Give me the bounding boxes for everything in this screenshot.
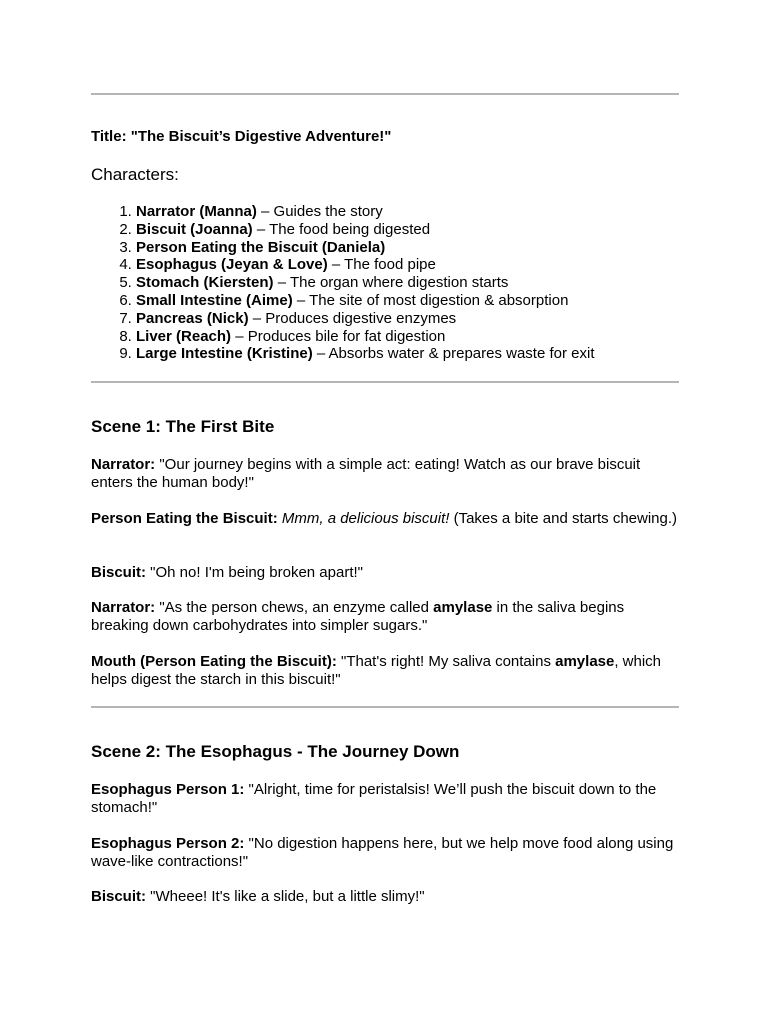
scene-2-heading: Scene 2: The Esophagus - The Journey Down (91, 742, 460, 761)
dialogue-text: "That's right! My saliva contains (336, 653, 556, 670)
list-item (136, 221, 696, 239)
emphasis: amylase (555, 653, 615, 670)
list-item (136, 328, 696, 346)
speaker: Esophagus Person 1: (91, 781, 245, 798)
dialogue-text: "Wheee! It's like a slide, but a little slimy!" (146, 888, 425, 905)
character-desc: – The site of most digestion & absorption (292, 291, 569, 309)
dialogue-line (91, 888, 679, 906)
speaker: Biscuit: (91, 888, 147, 905)
dialogue-line (91, 510, 679, 528)
divider (91, 381, 679, 383)
dialogue-text: "Alright, time for peristalsis! We’ll push the biscuit down to the stomach!" (91, 781, 657, 816)
character-desc: – Guides the story (256, 203, 383, 220)
speaker: Narrator: (91, 456, 156, 473)
characters-list (91, 203, 696, 363)
title-text: "The Biscuit’s Digestive Adventure!" (130, 128, 392, 145)
characters-heading: Characters: (91, 165, 179, 184)
script-title (91, 128, 679, 145)
dialogue-line (91, 564, 679, 582)
speaker: Mouth (Person Eating the Biscuit): (91, 653, 337, 670)
list-item (136, 345, 696, 363)
speaker: Biscuit: (91, 564, 147, 581)
character-desc: – The organ where digestion starts (273, 274, 509, 292)
character-name: Small Intestine (Aime) (136, 291, 293, 309)
list-item (136, 292, 696, 310)
character-desc: – The food pipe (327, 256, 436, 274)
character-name: Pancreas (Nick) (136, 309, 249, 327)
scene-1-heading: Scene 1: The First Bite (91, 417, 275, 436)
speaker: Narrator: (91, 599, 156, 616)
dialogue-text: "As the person chews, an enzyme called (155, 599, 434, 616)
character-name: Biscuit (Joanna) (136, 220, 253, 238)
character-desc: – Produces digestive enzymes (248, 309, 457, 327)
dialogue-line (91, 456, 679, 492)
title-label: Title: (91, 128, 127, 145)
character-name: Liver (Reach) (136, 327, 232, 345)
list-item (136, 274, 696, 292)
dialogue-text: "Our journey begins with a simple act: eating! Watch as our brave biscuit enters the human body!" (91, 456, 641, 491)
character-name: Stomach (Kiersten) (136, 274, 274, 292)
dialogue-line (91, 835, 679, 871)
character-desc: – The food being digested (252, 220, 431, 238)
dialogue-text: in the saliva begins breaking down carbohydrates into simpler sugars." (91, 599, 625, 634)
dialogue-text: "Oh no! I'm being broken apart!" (146, 564, 363, 581)
dialogue-text: "No digestion happens here, but we help move food along using wave-like contractions!" (91, 835, 674, 870)
emphasis: amylase (433, 599, 493, 616)
character-name: Large Intestine (Kristine) (136, 345, 313, 363)
dialogue-line (91, 781, 679, 817)
character-name: Narrator (Manna) (136, 203, 257, 220)
character-desc: – Produces bile for fat digestion (231, 327, 446, 345)
speaker: Person Eating the Biscuit: (91, 510, 278, 527)
divider (91, 706, 679, 708)
list-item (136, 310, 696, 328)
character-desc: – Absorbs water & prepares waste for exit (312, 345, 595, 363)
speaker: Esophagus Person 2: (91, 835, 245, 852)
dialogue-text: , which helps digest the starch in this biscuit!" (91, 653, 662, 688)
character-name: Person Eating the Biscuit (Daniela) (136, 238, 386, 256)
character-name: Esophagus (Jeyan & Love) (136, 256, 328, 274)
italic-text: Mmm, a delicious biscuit! (277, 510, 450, 527)
list-item (136, 256, 696, 274)
list-item (136, 203, 696, 221)
dialogue-line (91, 599, 679, 635)
dialogue-line (91, 653, 679, 689)
dialogue-text: (Takes a bite and starts chewing.) (449, 510, 678, 527)
list-item (136, 239, 696, 257)
divider (91, 93, 679, 95)
